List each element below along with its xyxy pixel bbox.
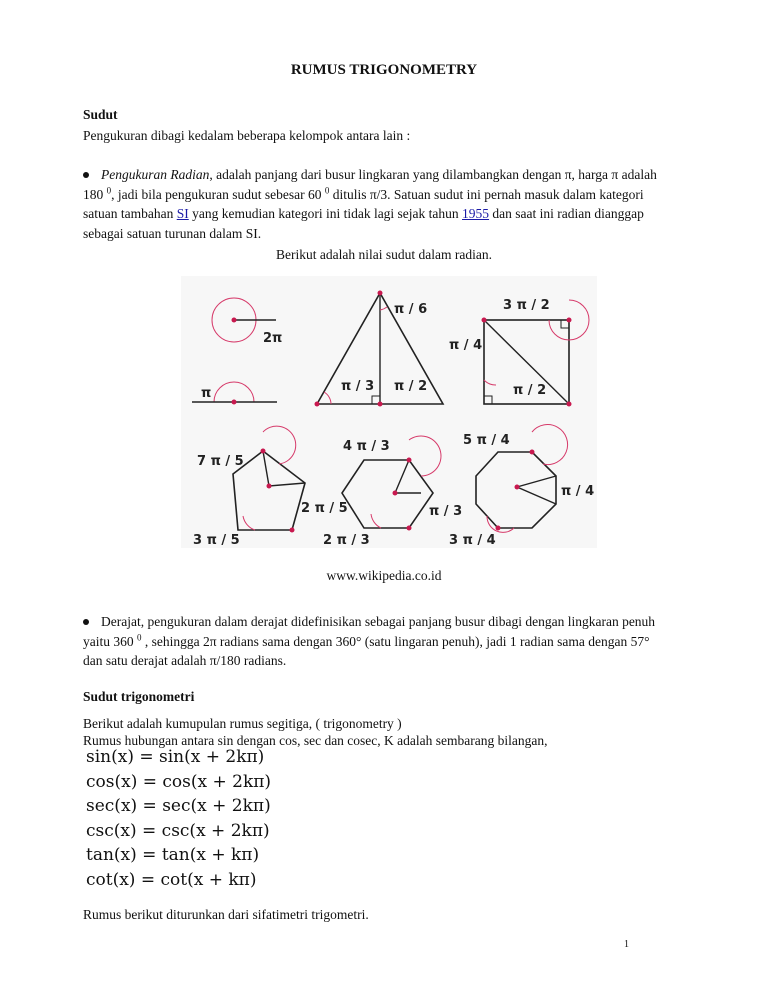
label-oct-mid: π / 4 xyxy=(561,484,595,499)
trig-intro xyxy=(83,715,693,749)
formula-cot: cot(x) = cot(x + kπ) xyxy=(86,869,257,890)
label-sq-top: 3 π / 2 xyxy=(503,298,550,313)
figure-caption-top: Berikut adalah nilai sudut dalam radian. xyxy=(276,247,492,262)
text-kategori: yang kemudian kategori ini tidak lagi sejak tahun xyxy=(188,206,463,221)
text-satuan: satuan tambahan xyxy=(83,206,177,221)
pentagon-shape xyxy=(233,426,305,532)
degree-sup: 0 xyxy=(324,185,330,195)
trig-intro-line-2: Rumus hubungan antara sin dengan cos, sec dan cosec, K adalah sembarang bilangan, xyxy=(83,733,548,748)
radian-diagram xyxy=(181,276,597,548)
label-tri-right: π / 2 xyxy=(394,379,428,394)
bullet-derajat-line-3: dan satu derajat adalah π/180 radians. xyxy=(83,653,287,668)
radian-figure xyxy=(181,276,597,548)
heading-sudut-trigonometri: Sudut trigonometri xyxy=(83,689,195,704)
formula-sin: sin(x) = sin(x + 2kπ) xyxy=(86,747,265,767)
label-hex-top: 4 π / 3 xyxy=(343,439,390,454)
text-pi3: ditulis π/3. Satuan sudut ini pernah masuk dalam kategori xyxy=(329,186,644,202)
bullet-radian-line-3 xyxy=(83,204,693,224)
bullet-derajat xyxy=(83,612,693,671)
label-hex-bottom: 2 π / 3 xyxy=(323,533,370,548)
text-180: 180 xyxy=(83,186,107,202)
label-pi: π xyxy=(201,386,212,401)
link-1955[interactable]: 1955 xyxy=(462,206,490,221)
page-number: 1 xyxy=(624,939,629,950)
bullet-dot-icon xyxy=(83,619,89,625)
formula-tan: tan(x) = tan(x + kπ) xyxy=(86,845,260,865)
bullet-radian-line-4: sebagai satuan turunan dalam SI. xyxy=(83,225,262,241)
heading-sudut: Sudut xyxy=(83,107,118,122)
formula-cos: cos(x) = cos(x + 2kπ) xyxy=(86,771,272,792)
intro-paragraph: Pengukuran dibagi kedalam beberapa kelompok antara lain : xyxy=(83,128,411,143)
bullet-radian xyxy=(83,165,693,243)
text-60: , jadi bila pengukuran sudut sebesar 60 xyxy=(111,186,325,202)
bullet-derajat-line-2 xyxy=(83,632,693,652)
bullet-radian-line-1 xyxy=(83,165,693,185)
bullet-derajat-line-1 xyxy=(83,612,693,632)
term-radian: Pengukuran Radian xyxy=(101,167,210,182)
trig-intro-line-1: Berikut adalah kumupulan rumus segitiga, ( trigonometry ) xyxy=(83,716,402,731)
link-si[interactable]: SI xyxy=(176,206,189,221)
bullet-dot-icon xyxy=(83,172,89,178)
label-tri-left: π / 3 xyxy=(341,379,375,394)
formula-sec: sec(x) = sec(x + 2kπ) xyxy=(86,796,271,816)
label-hex-mid: π / 3 xyxy=(429,504,463,519)
label-pent-mid: 2 π / 5 xyxy=(301,501,348,516)
derajat-text-1: Derajat, pengukuran dalam derajat didefinisikan sebagai panjang busur dibagi dengan lingkaran penuh xyxy=(101,614,656,629)
degree-sup: 0 xyxy=(137,632,142,642)
label-oct-bottom: 3 π / 4 xyxy=(449,533,496,548)
label-pent-top: 7 π / 5 xyxy=(197,454,244,469)
degree-sup: 0 xyxy=(106,185,112,195)
figure-source: www.wikipedia.co.id xyxy=(326,568,442,583)
label-sq-bottom: π / 2 xyxy=(513,383,547,398)
document-title: RUMUS TRIGONOMETRY xyxy=(290,62,478,78)
derajat-text-2: , sehingga 2π radians sama dengan 360° (satu lingaran penuh), jadi 1 radian sama dengan 57° xyxy=(141,633,650,649)
bullet-radian-text: , adalah panjang dari busur lingkaran yang dilambangkan dengan π, harga π adalah xyxy=(209,167,657,182)
text-radian: dan saat ini radian dianggap xyxy=(489,206,644,221)
text-360: yaitu 360 xyxy=(83,633,137,649)
label-tri-top: π / 6 xyxy=(394,302,428,317)
bullet-radian-line-2 xyxy=(83,185,693,205)
formula-csc: csc(x) = csc(x + 2kπ) xyxy=(86,820,270,841)
formula-list xyxy=(86,745,271,892)
label-sq-left: π / 4 xyxy=(449,338,483,353)
closing-line: Rumus berikut diturunkan dari sifatimetri trigometri. xyxy=(83,907,369,922)
label-2pi: 2π xyxy=(263,331,283,346)
label-oct-top: 5 π / 4 xyxy=(463,433,510,448)
label-pent-bottom: 3 π / 5 xyxy=(193,533,240,548)
